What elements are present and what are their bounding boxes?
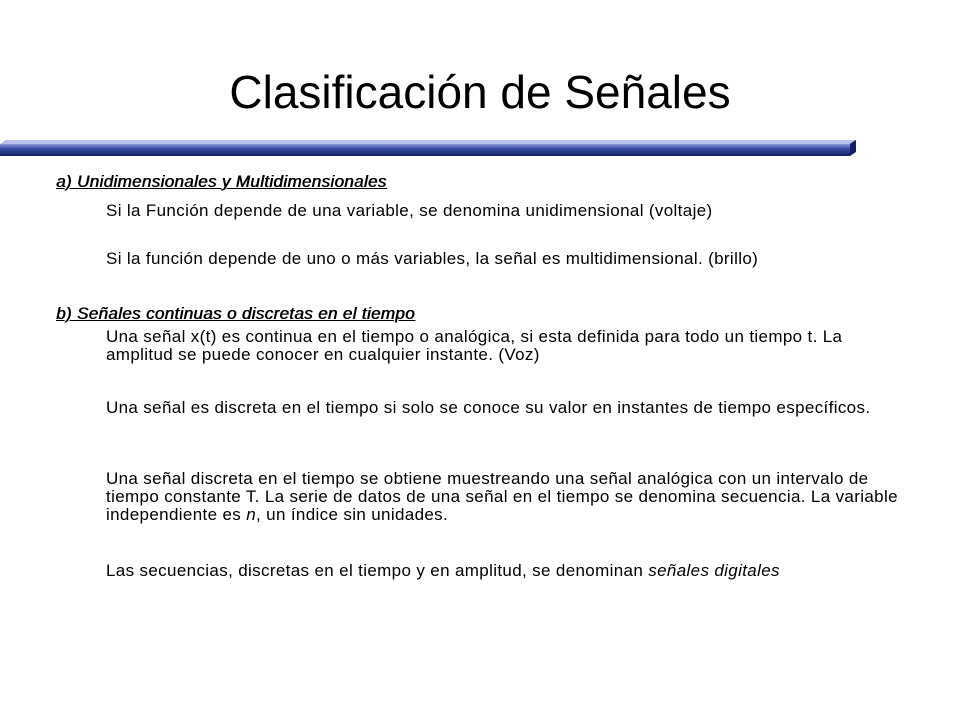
index-variable-n: n	[246, 505, 256, 524]
paragraph-unidimensional: Si la Función depende de una variable, se denomina unidimensional (voltaje)	[106, 201, 713, 220]
discrete-sequence-text: Una señal discreta en el tiempo se obtiene muestreando una señal analógica con un intervalo de tiempo constante T. La serie de datos de una señal en el tiempo se denomina secuencia. La variable independiente es	[106, 469, 898, 524]
paragraph-digital-signals	[106, 562, 906, 580]
section-heading-continuous-discrete: b) Señales continuas o discretas en el tiempo	[56, 304, 415, 323]
paragraph-discrete-signal: Una señal es discreta en el tiempo si solo se conoce su valor en instantes de tiempo específicos.	[106, 398, 871, 417]
paragraph-continuous-signal: Una señal x(t) es continua en el tiempo o analógica, si esta definida para todo un tiempo t. La amplitud se puede conocer en cualquier instante. (Voz)	[106, 327, 843, 364]
title-divider-bar	[0, 140, 856, 156]
digital-signals-text: Las secuencias, discretas en el tiempo y en amplitud, se denominan	[106, 561, 649, 580]
section-heading-dimensionality: a) Unidimensionales y Multidimensionales	[56, 172, 387, 191]
discrete-sequence-text-end: , un índice sin unidades.	[256, 505, 449, 524]
paragraph-multidimensional: Si la función depende de uno o más variables, la señal es multidimensional. (brillo)	[106, 249, 759, 268]
slide-title: Clasificación de Señales	[229, 66, 731, 118]
digital-signals-term: señales digitales	[648, 561, 780, 580]
paragraph-discrete-sequence	[106, 470, 906, 524]
